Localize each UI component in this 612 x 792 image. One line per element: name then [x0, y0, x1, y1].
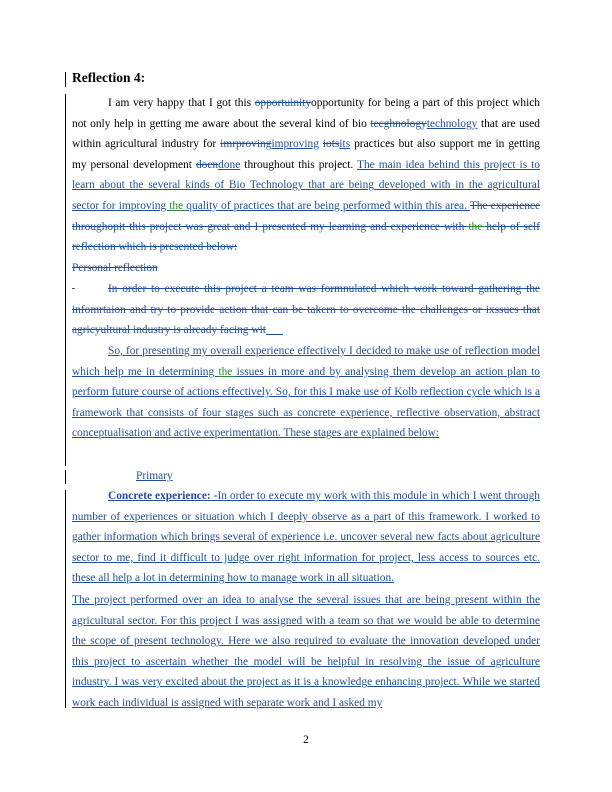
reflection-heading: Reflection 4:	[72, 70, 146, 85]
paragraph-project: The project performed over an idea to analyse the several issues that are being present within the agricultural sector. For this project I was assigned with a team so that we would be able to determine the scope of present technology. Here we also required to evaluate the innovation developed under this project to ascertain whether the model will be helpful in resolving the issue of agriculture industry. I was very excited about the project as it is a knowledge enhancing project. While we started work each individual is assigned with separate work and I asked my	[72, 594, 540, 709]
personal-reflection-heading: Personal reflection	[72, 262, 158, 274]
change-bar	[65, 94, 66, 346]
page-number: 2	[303, 734, 309, 746]
change-bar	[65, 470, 66, 484]
paragraph-concrete-experience: Concrete experience: -In order to execute my work with this module in which I went through number of experiences or situation which I deeply observe as a part of this framework. I worked to gather information which brings several of experience i.e. uncover several new facts about agriculture sector to me, find it difficult to judge over right information for project, less access to sources etc. these all help a lot in determining how to manage work in all situation.	[72, 490, 540, 585]
change-bar	[65, 72, 66, 87]
change-bar	[65, 490, 66, 708]
change-bar	[65, 344, 66, 466]
paragraph-reflection-model: So, for presenting my overall experience effectively I decided to make use of reflection model which help me in determining the issues in more and by analysing them develop an action plan to perform future course of actions effectively. So, for this I make use of Kolb reflection cycle which is a framework that consists of four stages such as concrete experience, reflective observation, abstract conceptualisation and active experimentation. These stages are explained below:	[72, 345, 541, 440]
paragraph-deleted: In order to execute this project a team was formnulated which work toward gathering the infomrtaion and try to provide action that can be takern to overcome the challenges or ixssues that agricyultural industry is already facing wit	[72, 283, 540, 337]
primary-label: Primary	[136, 470, 173, 482]
paragraph-intro: I am very happy that I got this opportuinityopportunity for being a part of this project which not only help in getting me aware about the several kind of bio tecghnologytechnology that are used within agricultural industry for imrprovingimproving iotsits practices but also support me in getting my personal development doendone throughout this project. The main idea behind this project is to learn about the several kinds of Bio Technology that are being developed with in the agricultural sector for improving the quality of practices that are being performed within this area. The experience throughopit this project was great and I presented my learning and experience with the help of self reflection which is presented below:	[72, 97, 541, 254]
